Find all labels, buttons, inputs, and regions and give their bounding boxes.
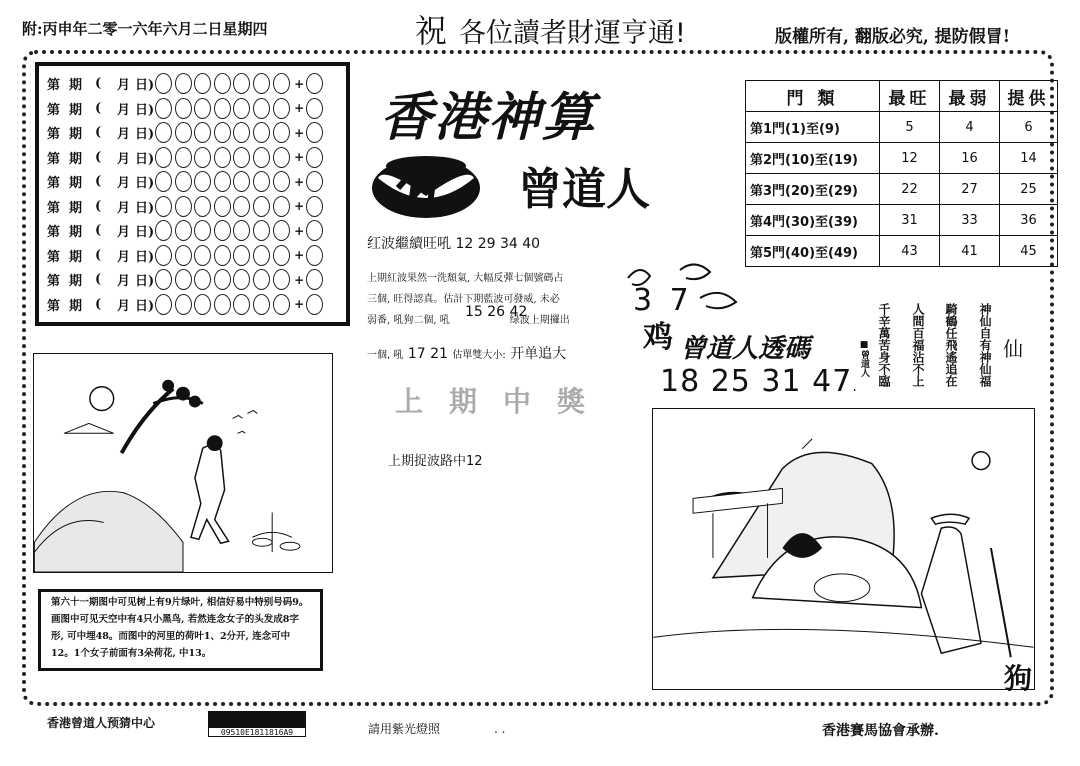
grid-label: ( [95,198,102,214]
number-circle [233,147,250,168]
analysis-text [367,268,592,331]
number-circle [273,98,290,119]
number-circle [273,171,290,192]
grid-label: 月 [117,298,131,314]
last-wave-note: 上期捉波路中12 [388,454,483,469]
poem-column: 神仙自有神仙福 [978,303,992,387]
number-circle [155,73,172,94]
gold-ingot-logo [368,148,488,220]
number-circle [194,171,211,192]
number-circle [175,147,192,168]
poem-xian: 仙 [1003,337,1023,361]
grid-label: 第 [47,249,61,265]
number-circle [273,147,290,168]
number-circle [155,220,172,241]
grid-label: 第 [47,274,61,289]
number-circle [175,122,192,143]
special-animal: 鸡 [643,320,673,355]
plus-sign: + [294,101,305,115]
number-circle [194,73,211,94]
number-circle [155,147,172,168]
blessing [415,6,686,52]
footer-organizer: 香港賽馬協會承辦. [822,723,939,739]
grid-row [47,72,326,95]
poem-signature: ■曾道人 [859,340,869,377]
parity-label: 估單雙大小: [452,350,506,361]
number-circle [194,269,211,290]
number-circle [273,269,290,290]
faint-watermark-text: 上期中獎 [395,385,612,418]
grid-label: 第 [47,151,61,167]
table-row: 第2門(10)至(19) 12 16 14 [746,143,1058,174]
grid-label: 月 [117,274,131,289]
number-circle [273,196,290,217]
grid-row [47,268,326,291]
number-circle [233,220,250,241]
grid-label: 日) [135,225,155,240]
grid-label: 月 [117,78,131,93]
number-circle [155,171,172,192]
grid-label: ( [95,272,102,287]
special-circle [306,171,323,192]
plus-sign: + [294,272,305,287]
number-circle [233,245,250,266]
barcode-bars [209,712,305,728]
table-header-row [746,81,1058,112]
number-circle [155,196,172,217]
parity-line [367,343,566,363]
number-circle [175,245,192,266]
grid-row [47,219,326,242]
number-circle [194,245,211,266]
grid-label: 第 [47,102,61,118]
grid-label: 期 [69,78,83,93]
right-illustration [652,408,1035,690]
barcode [208,711,306,737]
poem-column: 千辛萬苦身不臨 [877,303,891,387]
number-circle [273,245,290,266]
poem-column: 騎鶴任飛遙追在 [944,303,958,387]
grid-label: 月 [117,200,131,216]
number-circle [214,171,231,192]
grid-label: 期 [69,176,83,191]
plus-sign: + [294,174,305,189]
number-circle [155,269,172,290]
number-circle [175,220,192,241]
plus-sign: + [294,150,305,164]
table-row: 第5門(40)至(49) 43 41 45 [746,236,1058,267]
grid-label: 期 [69,249,83,265]
grid-label: ( [95,76,102,91]
grid-label: 期 [69,225,83,240]
poem-column: 人間百福沾不上 [911,303,925,387]
number-circle [273,122,290,143]
special-circle [306,98,323,119]
grid-label: ( [95,149,102,165]
grid-label: 期 [69,102,83,118]
grid-row [47,97,326,120]
grid-label: 期 [69,127,83,142]
blessing-char: 祝 [415,12,448,50]
number-circle [194,294,211,315]
header-min: 最弱 [940,81,1000,112]
grid-label: 月 [117,176,131,191]
number-circle [175,171,192,192]
header-offer: 提供 [1000,81,1058,112]
red-wave-hotline: 红波繼續旺吼 12 29 34 40 [367,236,541,252]
special-circle [306,196,323,217]
barcode-number: 09510E1811816A9 [220,728,294,737]
grid-label: 日) [135,78,155,93]
grid-row [47,293,326,316]
number-circle [175,73,192,94]
number-circle [194,122,211,143]
number-circle [175,294,192,315]
grid-label: 月 [117,249,131,265]
grid-label: 第 [47,127,61,142]
table-row: 第1門(1)至(9) 5 4 6 [746,112,1058,143]
grid-label: 日) [135,127,155,142]
page-title: 香港神算 [380,87,597,148]
grid-label: 月 [117,151,131,167]
number-circle [214,220,231,241]
special-circle [306,147,323,168]
number-circle [194,98,211,119]
blessing-text: 各位讀者財運亨通! [459,18,686,49]
parity-pick: 开单追大 [510,346,567,362]
number-circle [214,294,231,315]
blue-wave-numbers: 15 26 42 [465,304,528,320]
number-circle [194,220,211,241]
number-circle [155,98,172,119]
number-circle [273,73,290,94]
grid-row [47,146,326,169]
plus-sign: + [294,76,305,91]
number-circle [214,196,231,217]
number-circle [214,245,231,266]
special-circle [306,220,323,241]
header-category: 門 類 [746,81,880,112]
grid-label: 日) [135,274,155,289]
number-circle [214,269,231,290]
number-circle [194,196,211,217]
grid-label: 日) [135,249,155,265]
number-circle [233,269,250,290]
grid-label: 月 [117,102,131,118]
dog-character: 狗 [1004,662,1033,695]
grid-label: ( [95,125,102,140]
number-circle [253,122,270,143]
number-circle [253,73,270,94]
grid-label: ( [95,247,102,263]
picks-heading: 曾道人透碼 [680,334,811,364]
grid-label: ( [95,174,102,189]
number-grid [35,62,350,326]
footer-center-name: 香港曾道人预猜中心 [47,716,156,730]
grid-label: 第 [47,78,61,93]
left-illustration [33,353,333,573]
grid-label: 日) [135,151,155,167]
grid-label: ( [95,223,102,238]
page-subtitle: 曾道人 [518,164,650,215]
grid-label: 第 [47,176,61,191]
number-circle [253,171,270,192]
plus-sign: + [294,125,305,140]
grid-label: 日) [135,200,155,216]
special-circle [306,269,323,290]
pick-numbers: 18 25 31 47. [660,364,858,399]
grid-label: 月 [117,127,131,142]
grid-label: 第 [47,200,61,216]
grid-label: 期 [69,151,83,167]
number-circle [253,245,270,266]
copyright-notice: 版權所有, 翻版必究, 提防假冒! [775,27,1011,47]
number-circle [194,147,211,168]
date-line: 附:丙申年二零一六年六月二日星期四 [22,20,268,38]
grid-label: 日) [135,176,155,191]
special-circle [306,122,323,143]
grid-label: 第 [47,225,61,240]
grid-label: 日) [135,298,155,314]
zone-table [745,80,1058,267]
number-circle [214,98,231,119]
number-circle [253,98,270,119]
analysis-line: 上期紅波果然一洗頹氣, 大幅反彈七個號碼占 [367,273,564,284]
number-circle [273,294,290,315]
special-numbers: 3 7 [633,283,693,318]
grid-label: 第 [47,298,61,314]
number-circle [155,122,172,143]
number-circle [233,98,250,119]
grid-row [47,195,326,218]
grid-label: 期 [69,200,83,216]
special-circle [306,73,323,94]
number-circle [233,294,250,315]
number-circle [155,294,172,315]
number-circle [233,196,250,217]
analysis-line: 三個, 旺得認真。估計下期藍波可發威, 未必 [367,294,560,305]
header-max: 最旺 [880,81,940,112]
grid-label: 月 [117,225,131,240]
grid-label: ( [95,296,102,312]
grid-label: 日) [135,102,155,118]
number-circle [233,73,250,94]
grid-row [47,170,326,193]
plus-sign: + [294,297,305,311]
number-circle [233,171,250,192]
number-circle [214,73,231,94]
number-circle [175,98,192,119]
grid-row [47,244,326,267]
plus-sign: + [294,223,305,238]
grid-label: ( [95,100,102,116]
special-circle [306,294,323,315]
number-circle [253,269,270,290]
grid-row [47,121,326,144]
plus-sign: + [294,199,305,213]
number-circle [273,220,290,241]
number-circle [253,196,270,217]
green-wave-numbers: 17 21 [407,346,448,362]
table-row: 第4門(30)至(39) 31 33 36 [746,205,1058,236]
parity-prefix: 一個, 吼 [367,350,404,361]
number-circle [214,122,231,143]
analysis-line: 弱番, 吼狗二個, 吼 绿波上期攞出 [367,315,570,326]
number-circle [175,269,192,290]
grid-label: 期 [69,274,83,289]
number-circle [233,122,250,143]
number-circle [253,294,270,315]
number-circle [214,147,231,168]
table-row: 第3門(20)至(29) 22 27 25 [746,174,1058,205]
number-circle [253,147,270,168]
plus-sign: + [294,248,305,262]
number-circle [253,220,270,241]
number-circle [175,196,192,217]
number-circle [155,245,172,266]
grid-label: 期 [69,298,83,314]
uv-light-notice: 請用紫光燈照 . . [368,722,506,736]
special-circle [306,245,323,266]
hint-box: 第六十一期图中可见树上有9片绿叶, 相信好易中特别号码9。画图中可见天空中有4只小黑鸟, 若然连念女子的头发成8字形, 可中埋48。而图中的河里的荷叶1、2分开, 连念可中12。1个女子前面有3朵荷花, 中13。 [38,589,323,671]
